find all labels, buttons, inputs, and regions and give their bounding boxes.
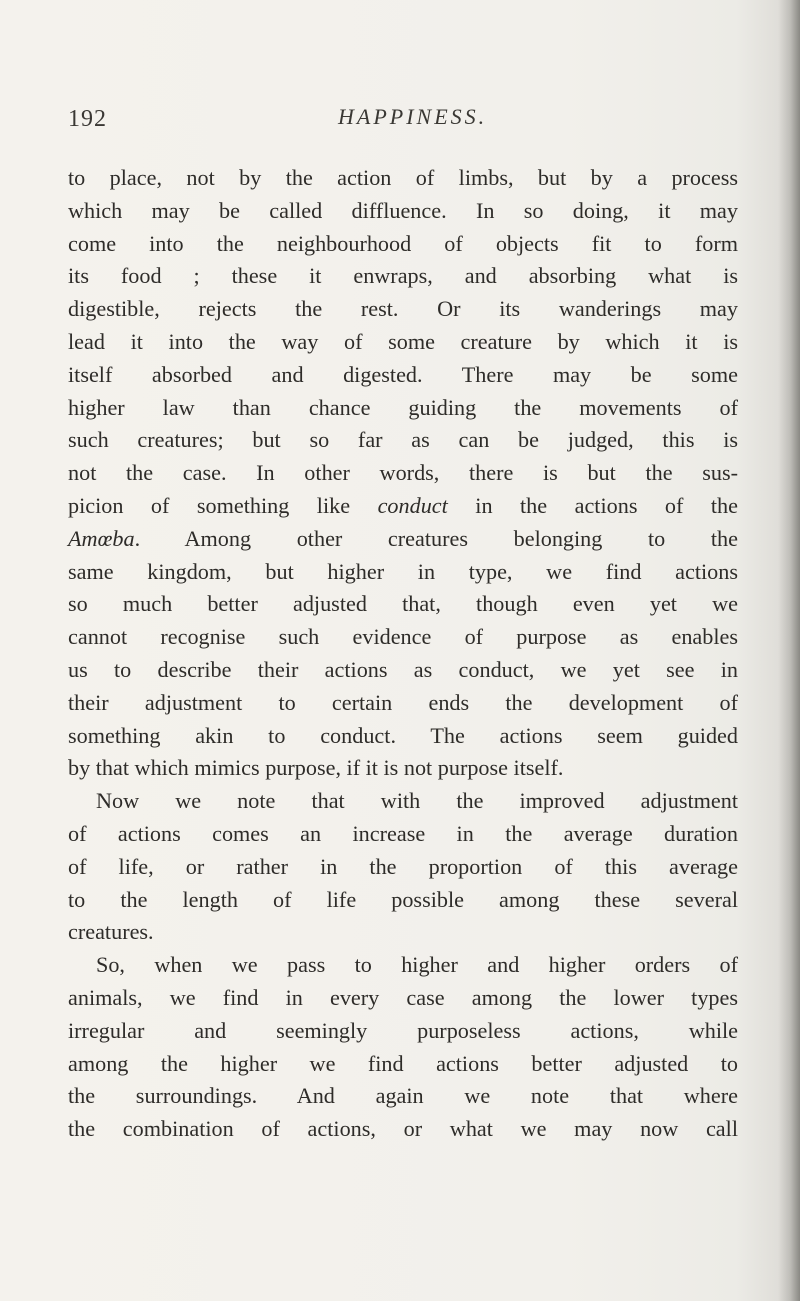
text-line: itself absorbed and digested. There may be some xyxy=(68,361,738,387)
text-line: by that which mimics purpose, if it is not purpose itself. xyxy=(68,755,564,781)
text-line: same kingdom, but higher in type, we find actions xyxy=(68,558,738,584)
text-line-mixed xyxy=(68,490,738,523)
text-line: their adjustment to certain ends the development of xyxy=(68,689,738,715)
text-line: creatures. xyxy=(68,919,154,945)
text-line: to place, not by the action of limbs, but by a process xyxy=(68,165,738,190)
text-line: animals, we find in every case among the lower types xyxy=(68,984,738,1010)
text-line: So, when we pass to higher and higher orders of xyxy=(96,952,738,978)
line-segment: . Among other creatures belonging to the xyxy=(134,525,738,551)
text-line: cannot recognise such evidence of purpose as enables xyxy=(68,624,738,650)
text-line: not the case. In other words, there is but the sus- xyxy=(68,460,738,486)
text-line: digestible, rejects the rest. Or its wanderings may xyxy=(68,296,738,322)
body-text xyxy=(68,162,738,1146)
line-segment: picion of something like xyxy=(68,492,378,518)
text-line-mixed xyxy=(68,523,738,556)
text-line: such creatures; but so far as can be judged, this is xyxy=(68,427,738,453)
text-line: us to describe their actions as conduct, we yet see in xyxy=(68,656,738,682)
text-line: the combination of actions, or what we may now call xyxy=(68,1116,738,1142)
text-line: irregular and seemingly purposeless actions, while xyxy=(68,1017,738,1043)
italic-word: conduct xyxy=(377,492,448,518)
page-header xyxy=(68,104,736,144)
text-line: of actions comes an increase in the average duration xyxy=(68,820,738,846)
line-segment: in the actions of the xyxy=(447,492,738,518)
text-line: Now we note that with the improved adjustment xyxy=(96,788,738,814)
text-line: its food ; these it enwraps, and absorbing what is xyxy=(68,263,738,289)
text-line: which may be called diffluence. In so doing, it may xyxy=(68,197,738,223)
text-line: to the length of life possible among these several xyxy=(68,886,738,912)
text-line: something akin to conduct. The actions seem guided xyxy=(68,722,738,748)
text-line: higher law than chance guiding the movements of xyxy=(68,394,738,420)
text-line: the surroundings. And again we note that where xyxy=(68,1083,738,1109)
page-edge-shadow xyxy=(778,0,800,1301)
text-line: so much better adjusted that, though even yet we xyxy=(68,591,738,617)
page-number: 192 xyxy=(68,106,107,132)
text-line: among the higher we find actions better adjusted to xyxy=(68,1050,738,1076)
text-line: lead it into the way of some creature by which it is xyxy=(68,328,738,354)
italic-word: Amœba xyxy=(68,525,135,551)
text-line: of life, or rather in the proportion of this average xyxy=(68,853,738,879)
running-head: HAPPINESS. xyxy=(338,104,488,129)
text-line: come into the neighbourhood of objects fit to form xyxy=(68,230,738,256)
